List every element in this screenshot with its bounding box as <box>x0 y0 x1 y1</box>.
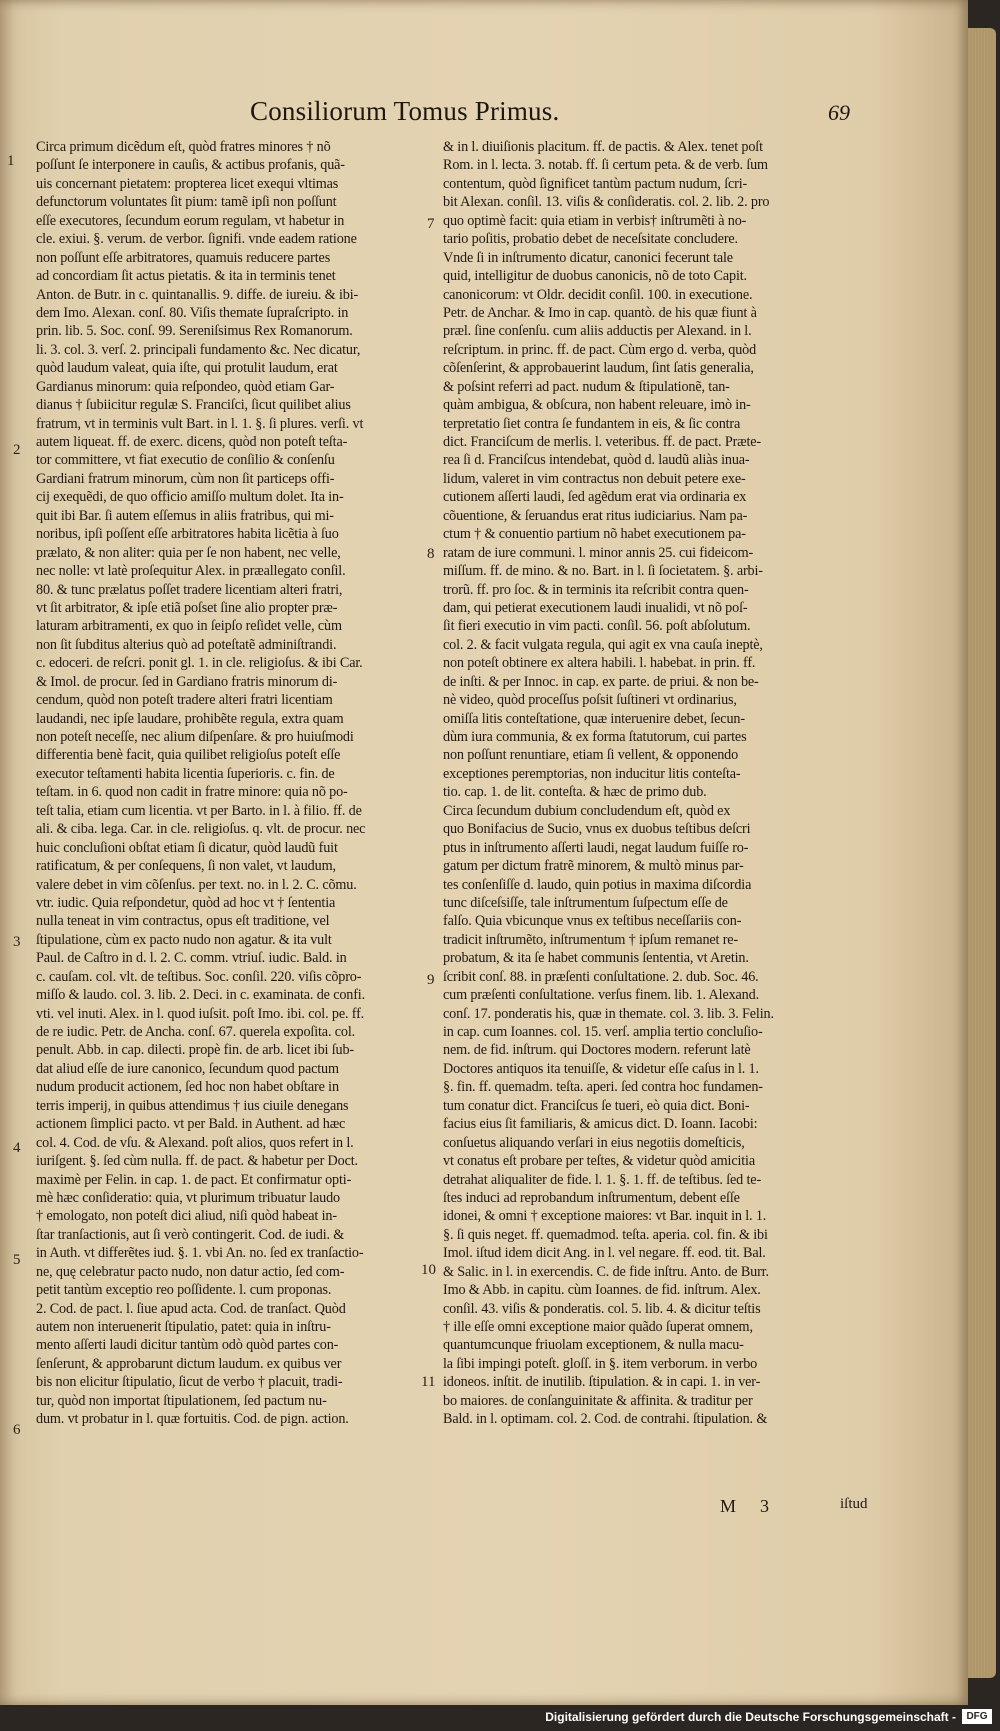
text-line: dum. vt probatur in l. quæ fortuitis. Cod. de pign. action. <box>36 1411 349 1428</box>
text-line: tur, quòd non importat ſtipulationem, ſed pactum nu- <box>36 1392 327 1409</box>
text-line: Petr. de Anchar. & Imo in cap. quantò. de his quæ fiunt à <box>443 304 757 321</box>
text-line: & Imol. de procur. ſed in Gardiano fratris minorum di- <box>36 673 338 690</box>
text-line: rea ſi d. Franciſcus intendebat, quòd d. laudũ aliàs inua- <box>443 452 750 469</box>
text-line: col. 2. & facit vulgata regula, qui agit ex vna cauſa ineptè, <box>443 636 763 653</box>
text-line: §. fin. ff. quemadm. teſta. aperi. ſed contra hoc fundamen- <box>443 1079 763 1096</box>
text-line: ſit fieri executio in vim pacti. conſil. 56. poſt abſolutum. <box>443 618 751 635</box>
text-line: omiſſa litis conteſtatione, quæ interuenire debet, ſecun- <box>443 710 745 727</box>
text-line: ſtar tranſactionis, aut ſi verò contingerit. Cod. de iudi. & <box>36 1226 345 1243</box>
signature-mark: M <box>720 1496 737 1516</box>
text-line: nec nolle: vt latè proſequitur Alex. in præallegato conſil. <box>36 563 346 580</box>
text-line: & in l. diuiſionis placitum. ff. de pactis. & Alex. tenet poſt <box>443 139 763 155</box>
text-line: de inſti. & per Innoc. in cap. ex parte. de priui. & non be- <box>443 673 759 690</box>
margin-note-number: 2 <box>13 442 21 458</box>
text-line: huic concluſioni obſtat etiam ſi dicatur, quòd laudũ fuit <box>36 839 338 856</box>
margin-note-number: 7 <box>427 216 435 232</box>
text-line: dam, qui petierat executionem laudi inualidi, vt nõ poſ- <box>443 599 748 616</box>
left-text-column <box>36 138 412 1429</box>
text-line: vt ſit arbitrator, & ipſe etiã poſset ſine alio propter præ- <box>36 599 338 616</box>
text-line: quid, intelligitur de duobus canonicis, nõ de toto Capit. <box>443 268 747 285</box>
text-line: tum conatur dict. Franciſcus ſe tueri, eò quia dict. Boni- <box>443 1097 750 1114</box>
page-header <box>250 96 930 136</box>
text-line: non poſſunt renuntiare, etiam ſi vellent, & opponendo <box>443 747 739 764</box>
text-line: Imol. iſtud idem dicit Ang. in l. vel negare. ff. eod. tit. Bal. <box>443 1245 766 1262</box>
text-line: lidum, valeret in vim contractus non debuit petere exe- <box>443 470 746 487</box>
text-line: terpretatio ſiet contra ſe fundantem in eis, & ſic contra <box>443 415 741 432</box>
text-line: dict. Franciſcum de merlis. l. veteribus. ff. de pact. Præte- <box>443 434 761 450</box>
text-line: bis non elicitur ſtipulatio, ſicut de verbo † placuit, tradi- <box>36 1374 343 1391</box>
text-line: bo maiores. de conſanguinitate & affinita. & traditur per <box>443 1392 753 1409</box>
text-line: dùm iura communia, & ex forma ſtatutorum, cui partes <box>443 729 747 745</box>
text-line: quit ibi Bar. ſi autem eſſemus in aliis fratribus, qui mi- <box>36 507 334 524</box>
text-line: iuriſgent. §. ſed cùm nulla. ff. de pact. & habetur per Doct. <box>36 1153 358 1170</box>
text-line: tio. cap. 1. de lit. conteſta. & hæc de primo dub. <box>443 784 707 801</box>
text-line: non ſit ſubditus alterius quò ad poteſtatẽ adminiſtrandi. <box>36 636 337 653</box>
text-line: teſtam. in 6. quod non cadit in fratre minore: quia nõ po- <box>36 784 348 801</box>
text-line: ſcribit conſ. 88. in præſenti conſultatione. 2. dub. Soc. 46. <box>443 968 759 985</box>
text-line: in Auth. vt differẽtes iud. §. 1. vbi An. no. ſed ex tranſactio- <box>36 1245 364 1262</box>
text-line: tunc diſceſsiſſe, tale inſtrumentum ſuſpectum eſſe de <box>443 894 728 911</box>
text-line: §. ſi quis neget. ff. quemadmod. teſta. aperia. col. fin. & ibi <box>443 1226 768 1243</box>
text-line: cum præſenti conſultatione. verſus finem. lib. 1. Alexand. <box>443 987 759 1004</box>
text-line: defunctorum voluntates ſit pium: tamẽ ipſi non poſſunt <box>36 194 337 211</box>
margin-note-number: 9 <box>427 972 435 988</box>
text-line: canonicorum: vt Oldr. decidit conſil. 100. in executione. <box>443 286 753 303</box>
text-line: tor committere, vt fiat executio de conſilio & conſenſu <box>36 452 335 469</box>
margin-note-number: 8 <box>427 546 435 562</box>
text-line: autem liqueat. ff. de exerc. dicens, quòd non poteſt teſta- <box>36 434 348 450</box>
text-line: mè hæc conſideratio: quia, vt plurimum tribuatur laudo <box>36 1189 340 1206</box>
margin-note-number: 3 <box>13 934 21 950</box>
text-line: ratam de iure communi. l. minor annis 25. cui fideicom- <box>443 544 754 561</box>
text-line: gatum per dictum fratrẽ minorem, & multò minus par- <box>443 858 744 875</box>
text-line: † emologato, non poteſt dici aliud, niſi quòd habeat in- <box>36 1208 337 1225</box>
text-line: non poteſt obtinere ex altera habili. l. habebat. in prin. ff. <box>443 655 756 672</box>
text-line: præl. ſine conſenſu. cum aliis adductis per Alexand. in l. <box>443 323 752 340</box>
text-line: col. 4. Cod. de vſu. & Alexand. poſt alios, quos refert in l. <box>36 1134 354 1151</box>
text-line: quo Bonifacius de Sucio, vnus ex duobus teſtibus deſcri <box>443 821 751 838</box>
text-line: li. 3. col. 3. verſ. 2. principali fundamento &c. Nec dicatur, <box>36 341 361 358</box>
text-line: nè video, quòd proceſſus poſsit ſuſtineri vt ordinarius, <box>443 692 737 709</box>
text-line: Doctores antiquos ita tenuiſſe, & videtur eſſe caſus in l. 1. <box>443 1060 759 1077</box>
text-line: fratrum, vt in terminis vult Bart. in l. 1. §. ſi plures. verſi. vt <box>36 415 364 432</box>
text-line: contentum, quòd ſignificet tantùm pactum nudum, ſcri- <box>443 175 748 192</box>
text-line: eſſe executores, ſecundum eorum regulam, vt habetur in <box>36 212 345 229</box>
text-line: cij exequẽdi, de quo officio amiſſo multum dolet. Ita in- <box>36 489 344 506</box>
text-line: facius eius ſit familiaris, & amicus dict. D. Ioann. Iacobi: <box>443 1116 758 1133</box>
text-line: ad concordiam ſit actus pietatis. & ita in terminis tenet <box>36 268 336 285</box>
banner-text: Digitalisierung gefördert durch die Deutsche Forschungsgemeinschaft - <box>545 1710 956 1724</box>
text-line: nem. de fid. inſtrum. qui Doctores modern. referunt latè <box>443 1042 751 1059</box>
text-line: nudum producit actionem, ſed hoc non habet obſtare in <box>36 1079 339 1096</box>
text-line: vt conatus eſt probare per teſtes, & videtur quòd amicitia <box>443 1153 755 1170</box>
text-line: cutionem aſſerti laudi, ſed agẽdum erat via ordinaria ex <box>443 489 747 506</box>
folio-number: 69 <box>828 100 850 125</box>
text-line: de re iudic. Petr. de Ancha. conſ. 67. querela expoſita. col. <box>36 1024 356 1040</box>
text-line: ctum † & conuentio partium nõ habet executionem pa- <box>443 526 746 543</box>
text-line: idonei, & omni † exceptione maiores: vt Bar. inquit in l. 1. <box>443 1208 767 1225</box>
text-line: quantumcunque friuolam exceptionem, & nulla macu- <box>443 1337 744 1354</box>
text-line: conſ. 17. ponderatis his, quæ in themate. col. 3. lib. 3. Felin. <box>443 1005 774 1022</box>
text-line: tes conſenſiſſe d. laudo, quin potius in maxima diſcordia <box>443 876 752 893</box>
text-line: falſo. Quia vbicunque vnus ex teſtibus neceſſariis con- <box>443 913 742 930</box>
text-line: quàm ambigua, & obſcura, non habent releuare, imò in- <box>443 397 751 414</box>
text-line: petit tantùm exceptio reo poſſidente. l. cum proponas. <box>36 1282 332 1299</box>
signature-number: 3 <box>760 1496 769 1516</box>
text-line: poſſunt ſe interponere in cauſis, & actibus profanis, quã- <box>36 157 345 174</box>
text-line: & poſsint referri ad pact. nudum & ſtipulationẽ, tan- <box>443 378 730 395</box>
text-line: differentia benè facit, quia quilibet religioſus poteſt eſſe <box>36 747 341 764</box>
text-line: noribus, ipſi poſſent eſſe arbitratores habita licẽtia à ſuo <box>36 526 339 543</box>
text-line: ptus in inſtrumento aſſerti laudi, negat laudum fuiſſe ro- <box>443 839 749 856</box>
page-footer <box>720 1496 920 1520</box>
text-line: mento aſſerti laudi dicitur tantùm odò quòd partes con- <box>36 1337 339 1354</box>
text-line: conſil. 43. viſis & ponderatis. col. 5. lib. 4. & dicitur teſtis <box>443 1300 761 1317</box>
text-line: non poteſt neceſſe, nec alium diſpenſare. & pro huiuſmodi <box>36 729 354 745</box>
text-line: miſſo & laudo. col. 3. lib. 2. Deci. in c. examinata. de confi. <box>36 987 365 1004</box>
text-line: tradicit inſtrumẽto, inſtrumentum † ipſum remanet re- <box>443 931 739 948</box>
text-line: autem non interuenerit ſtipulatio, patet: quia in inſtru- <box>36 1319 331 1335</box>
text-line: detrahat aliqualiter de fide. l. 1. §. 1. ff. de teſtibus. ſed te- <box>443 1171 762 1188</box>
text-line: Vnde ſi in inſtrumento dicatur, canonici fecerunt tale <box>443 249 733 266</box>
margin-note-number: 6 <box>13 1422 21 1438</box>
text-line: dianus † ſubiicitur regulæ S. Franciſci, ſicut quilibet alius <box>36 397 351 414</box>
text-line: non poſſunt eſſe arbitratores, quamuis reducere partes <box>36 249 331 266</box>
text-line: c. cauſam. col. vlt. de teſtibus. Soc. conſil. 220. viſis cõpro- <box>36 968 362 985</box>
text-line: quo optimè facit: quia etiam in verbis† inſtrumẽti à no- <box>443 212 747 229</box>
text-line: nulla teneat in vim contractus, opus eſt traditione, vel <box>36 913 330 930</box>
text-line: Gardiani fratrum minorum, cùm non ſit particeps offi- <box>36 470 335 487</box>
text-line: probatum, & ita ſe habet communis ſententia, vt Aretin. <box>443 950 749 967</box>
catchword: iſtud <box>840 1496 868 1512</box>
book-fore-edge <box>968 28 996 1678</box>
digitization-banner <box>0 1705 1000 1731</box>
text-line: teſt talia, etiam cum licentia. vt per Barto. in l. à filio. ff. de <box>36 802 362 819</box>
text-line: quòd laudum valeat, quia iſte, qui protulit laudum, erat <box>36 360 338 377</box>
text-line: vtr. iudic. Quia reſpondetur, quòd ad hoc vt † ſententia <box>36 894 336 911</box>
text-line: in cap. cum Ioannes. col. 15. verſ. amplia tertio concluſio- <box>443 1024 763 1040</box>
text-line: vti. vel inuti. Alex. in l. quod iuſsit. poſt Imo. ibi. col. pe. ff. <box>36 1005 365 1022</box>
text-line: la ſibi impingi poteſt. gloſſ. in §. item verborum. in verbo <box>443 1355 758 1372</box>
text-line: cendum, quòd non poteſt tradere alteri fratri licentiam <box>36 692 333 709</box>
text-line: Bald. in l. optimam. col. 2. Cod. de contrahi. ſtipulation. & <box>443 1411 768 1428</box>
text-line: prælato, & non aliter: quia per ſe non habent, nec velle, <box>36 544 341 561</box>
text-line: ſtipulatione, cùm ex pacto nudo non agatur. & ita vult <box>36 931 332 948</box>
text-line: valere debet in vim cõſenſus. per text. no. in l. 2. C. cõmu. <box>36 876 357 893</box>
text-line: ratificatum, & per conſequens, ſi non valet, vt laudum, <box>36 858 336 875</box>
margin-note-number: 1 <box>7 153 15 169</box>
margin-note-number: 5 <box>13 1252 21 1268</box>
text-line: trorũ. ff. pro ſoc. & in terminis ita reſcribit contra quen- <box>443 581 749 598</box>
text-line: reſcriptum. in princ. ff. de pact. Cùm ergo d. verba, quòd <box>443 341 757 358</box>
text-line: uis concernant pietatem: propterea licet exequi vltimas <box>36 175 339 192</box>
text-line: cõuentione, & ſeruandus erat ritus iudiciarius. Nam pa- <box>443 507 748 524</box>
text-line: maximè per Felin. in cap. 1. de pact. Et confirmatur opti- <box>36 1171 352 1188</box>
text-line: bit Alexan. conſil. 13. viſis & conſideratis. col. 2. lib. 2. pro <box>443 194 770 211</box>
text-line: laudandi, nec ipſe laudare, prohibẽte regula, extra quam <box>36 710 344 727</box>
margin-note-number: 11 <box>421 1374 436 1390</box>
text-line: conſuetus aliquando verſari in eius negotiis domeſticis, <box>443 1134 745 1151</box>
text-line: dat aliud eſſe de iure canonico, ſecundum quod pactum <box>36 1060 339 1077</box>
margin-note-number: 10 <box>421 1262 436 1278</box>
text-line: Rom. in l. lecta. 3. notab. ff. ſi certum peta. & de verb. ſum <box>443 157 768 174</box>
text-line: ali. & ciba. lega. Car. in cle. religioſus. q. vlt. de procur. nec <box>36 821 366 838</box>
text-line: Paul. de Caſtro in d. l. 2. C. comm. vtriuſ. iudic. Bald. in <box>36 950 347 967</box>
text-line: Circa ſecundum dubium concludendum eſt, quòd ex <box>443 802 731 819</box>
text-line: cõſenſerint, & approbauerint laudum, ſint ſatis generalia, <box>443 360 754 377</box>
running-title: Consiliorum Tomus Primus. <box>250 96 560 126</box>
text-line: miſſum. ff. de mino. & no. Bart. in l. ſi ſocietatem. §. arbi- <box>443 563 763 580</box>
text-line: ſtes induci ad reprobandum inſtrumentum, debent eſſe <box>443 1189 740 1206</box>
text-line: c. edoceri. de reſcri. ponit gl. 1. in cle. religioſus. & ibi Car. <box>36 655 363 672</box>
text-line: terris imperij, in quibus attendimus † ius ciuile denegans <box>36 1097 349 1114</box>
text-line: Circa primum dicẽdum eſt, quòd fratres minores † nõ <box>36 139 331 155</box>
text-line: laturam arbitramenti, ex quo in ſeipſo reſidet velle, cùm <box>36 618 342 635</box>
text-line: dem Imo. Alexan. conſ. 80. Viſis themate ſupraſcripto. in <box>36 304 349 321</box>
text-line: Anton. de Butr. in c. quintanallis. 9. diffe. de iureiu. & ibi- <box>36 286 359 303</box>
text-line: 80. & tunc prælatus poſſet tradere licentiam alteri fratri, <box>36 581 343 598</box>
text-line: & Salic. in l. in exercendis. C. de fide inſtru. Anto. de Burr. <box>443 1263 769 1280</box>
text-line: prin. lib. 5. Soc. conſ. 99. Sereniſsimus Rex Romanorum. <box>36 323 353 340</box>
text-line: penult. Abb. in cap. dilecti. propè fin. de arb. licet ibi ſub- <box>36 1042 354 1059</box>
dfg-logo: DFG <box>962 1709 992 1724</box>
text-line: Imo & Abb. in capitu. cùm Ioannes. de fid. inſtrum. Alex. <box>443 1282 761 1299</box>
right-text-column <box>443 138 845 1429</box>
text-line: Gardianus minorum: quia reſpondeo, quòd etiam Gar- <box>36 378 335 395</box>
text-line: cle. exiui. §. verum. de verbor. ſignifi. vnde eadem ratione <box>36 231 357 248</box>
text-line: 2. Cod. de pact. l. ſiue apud acta. Cod. de tranſact. Quòd <box>36 1300 346 1317</box>
text-line: exceptiones peremptorias, non inducitur litis conteſta- <box>443 765 741 782</box>
text-line: ne, quę celebratur pacto nudo, non datur actio, ſed com- <box>36 1263 345 1280</box>
text-line: executor teſtamenti habita licentia ſuperioris. c. fin. de <box>36 765 335 782</box>
margin-note-number: 4 <box>13 1140 21 1156</box>
text-line: idoneos. inſtit. de inutilib. ſtipulation. & in capi. 1. in ver- <box>443 1374 761 1391</box>
text-line: ſenſerunt, & approbarunt dictum laudum. ex quibus ver <box>36 1355 342 1372</box>
text-line: † ille eſſe omni exceptione maior quãdo ſuperat omnem, <box>443 1319 753 1335</box>
text-line: actionem ſimplici pacto. vt per Bald. in Authent. ad hæc <box>36 1116 346 1133</box>
text-line: tario poſitis, probatio debet de neceſsitate concludere. <box>443 231 738 248</box>
